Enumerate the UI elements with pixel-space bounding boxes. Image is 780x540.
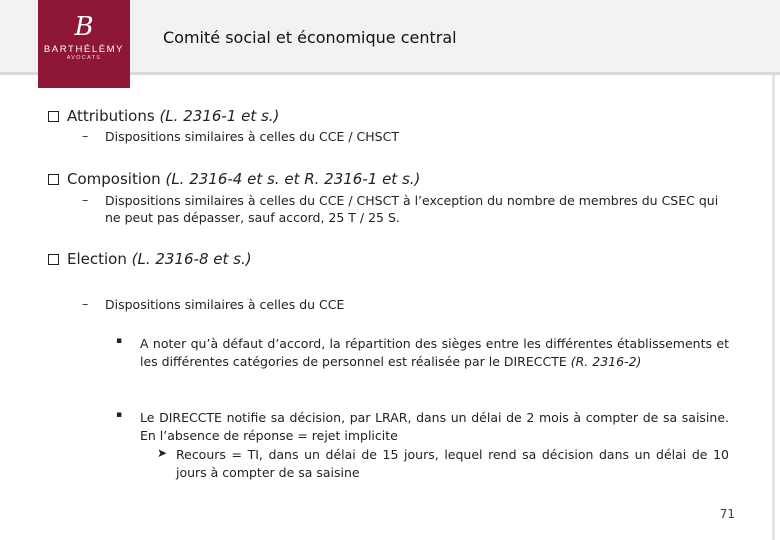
dash-icon: – xyxy=(82,192,89,207)
right-divider xyxy=(772,75,775,540)
dash-text: Dispositions similaires à celles du CCE / CHSCT xyxy=(105,129,399,144)
dash-icon: – xyxy=(82,296,89,311)
section-heading: Attributions xyxy=(67,107,155,125)
section-composition xyxy=(48,170,420,188)
logo-name: BARTHÉLÉMY xyxy=(43,44,125,55)
page-number: 71 xyxy=(719,507,735,521)
section-ref: (L. 2316-8 et s.) xyxy=(131,250,252,268)
slide-title: Comité social et économique central xyxy=(163,28,457,47)
bullet-text: A noter qu’à défaut d’accord, la répartition des sièges entre les différentes établissements et les différentes catégories de personnel est réalisée par le DIRECCTE (R. 2316-2) xyxy=(140,336,729,369)
logo-mark: B xyxy=(74,12,94,42)
section-election xyxy=(48,250,252,268)
arrow-icon: ➤ xyxy=(157,446,168,460)
square-bullet-icon: ▪ xyxy=(116,410,123,420)
square-bullet-icon: ▪ xyxy=(116,336,123,346)
section-ref: (L. 2316-1 et s.) xyxy=(159,107,280,125)
checkbox-icon xyxy=(48,174,59,185)
section-ref: (L. 2316-4 et s. et R. 2316-1 et s.) xyxy=(165,170,421,188)
checkbox-icon xyxy=(48,111,59,122)
dash-text: Dispositions similaires à celles du CCE / CHSCT à l’exception du nombre de membres du CSEC qui ne peut pas dépasser, sauf accord, 25 T / 25 S. xyxy=(105,193,719,225)
sub-text: Recours = TI, dans un délai de 15 jours, lequel rend sa décision dans un délai de 10 jours à compter de sa saisine xyxy=(176,447,729,480)
bullet-ref: (R. 2316-2) xyxy=(570,354,642,369)
section-attributions xyxy=(48,107,279,125)
section-heading: Election xyxy=(67,250,127,268)
section-heading: Composition xyxy=(67,170,161,188)
logo-subtitle: AVOCATS xyxy=(66,55,102,61)
logo xyxy=(38,0,130,88)
bullet-text: Le DIRECCTE notifie sa décision, par LRAR, dans un délai de 2 mois à compter de sa saisine. En l’absence de réponse = rejet implicite xyxy=(140,410,729,443)
checkbox-icon xyxy=(48,254,59,265)
dash-text: Dispositions similaires à celles du CCE xyxy=(105,297,345,312)
dash-icon: – xyxy=(82,128,89,143)
